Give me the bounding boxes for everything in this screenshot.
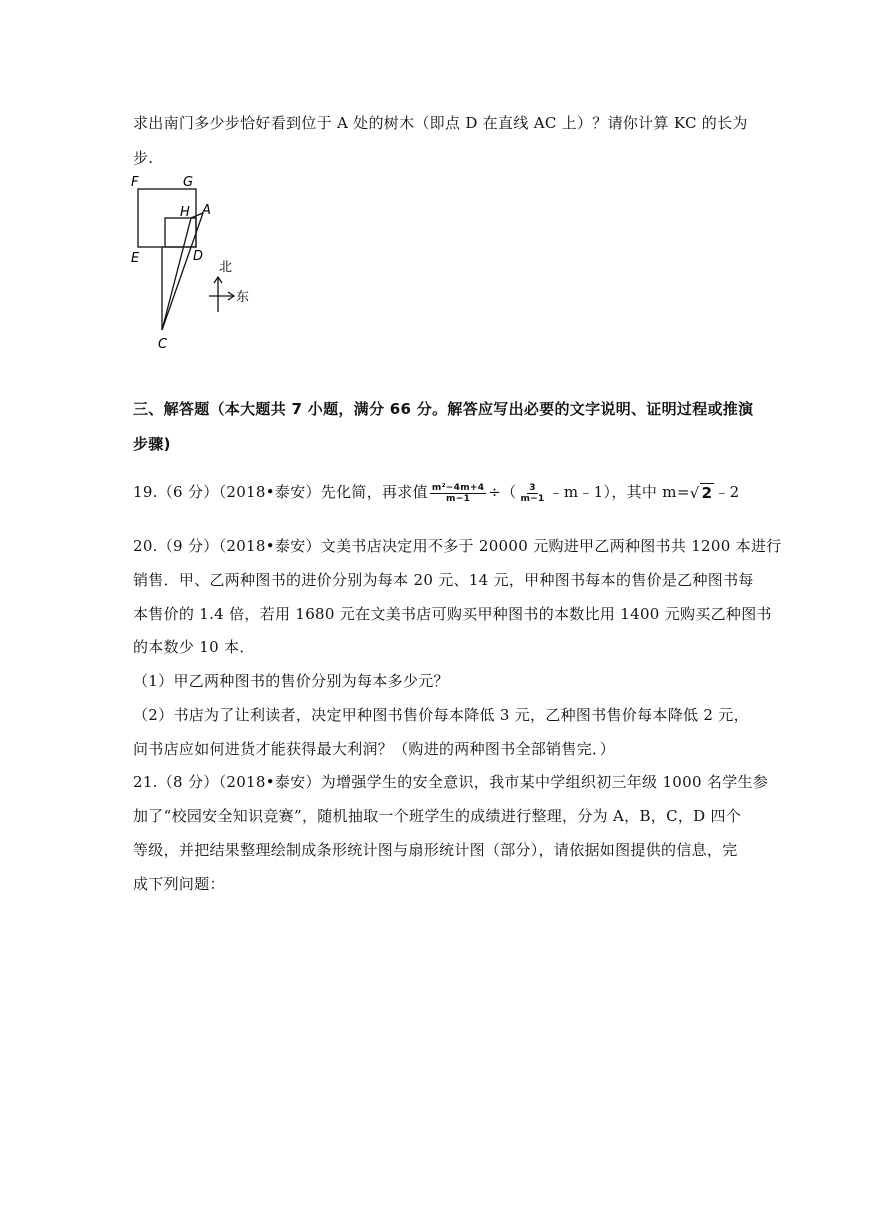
q20-line-2: 销售．甲、乙两种图书的进价分别为每本 20 元、14 元，甲种图书每本的售价是乙种图书每 — [133, 571, 754, 589]
intro-line-2: 步. — [133, 149, 154, 167]
q19-fraction-2-den: m−1 — [520, 493, 545, 504]
q21-line-2: 加了“校园安全知识竞赛”，随机抽取一个班学生的成绩进行整理，分为 A，B，C，D 四个 — [133, 807, 742, 825]
q19-line — [133, 481, 739, 504]
geometry-figure — [125, 170, 265, 355]
q20-line-1: 20.（9 分）（2018•泰安）文美书店决定用不多于 20000 元购进甲乙两种图书共 1200 本进行 — [133, 537, 782, 555]
q19-prefix: 19.（6 分）（2018•泰安）先化简，再求值 — [133, 483, 428, 501]
section3-line-1: 三、解答题（本大题共 7 小题，满分 66 分。解答应写出必要的文字说明、证明过程或推演 — [133, 400, 754, 418]
q19-fraction-2 — [518, 483, 546, 504]
label-a: A — [202, 203, 211, 218]
q20-line-3: 本售价的 1.4 倍，若用 1680 元在文美书店可购买甲种图书的本数比用 1400 元购买乙种图书 — [133, 605, 772, 623]
q19-suffix: ﹣2 — [714, 483, 740, 501]
label-c: C — [158, 337, 168, 352]
q21-line-4: 成下列问题： — [133, 875, 225, 893]
q19-sqrt-value: 2 — [701, 484, 713, 502]
label-d: D — [193, 249, 204, 264]
q21-line-1: 21.（8 分）（2018•泰安）为增强学生的安全意识，我市某中学组织初三年级 1000 名学生参 — [133, 773, 769, 791]
q19-fraction-2-num: 3 — [529, 482, 536, 493]
label-e: E — [131, 251, 140, 266]
q20-line-5: （1）甲乙两种图书的售价分别为每本多少元？ — [133, 672, 449, 690]
line-hc — [162, 218, 191, 330]
q19-sqrt: √ 2 — [689, 484, 713, 502]
section3-line-2: 步骤) — [133, 435, 171, 453]
q19-mid: ﹣m﹣1），其中 m= — [548, 483, 690, 501]
intro-line-1: 求出南门多少步恰好看到位于 A 处的树木（即点 D 在直线 AC 上）？请你计算 KC 的长为 — [133, 114, 748, 132]
q20-line-7: 问书店应如何进货才能获得最大利润？（购进的两种图书全部销售完．） — [133, 740, 616, 758]
q19-fraction-1 — [430, 483, 486, 504]
q19-fraction-1-den: m−1 — [446, 493, 471, 504]
q20-line-4: 的本数少 10 本． — [133, 638, 255, 656]
q21-line-3: 等级，并把结果整理绘制成条形统计图与扇形统计图（部分），请依据如图提供的信息，完 — [133, 841, 738, 859]
label-f: F — [131, 175, 139, 190]
q20-line-6: （2）书店为了让利读者，决定甲种图书售价每本降低 3 元，乙种图书售价每本降低 2 元， — [133, 706, 749, 724]
compass-east: 东 — [236, 290, 250, 305]
compass-north: 北 — [219, 260, 233, 275]
label-g: G — [183, 175, 194, 190]
square-h — [165, 218, 196, 247]
line-ac — [162, 213, 203, 330]
label-h: H — [180, 205, 190, 220]
q19-div: ÷（ — [488, 483, 517, 501]
q19-fraction-1-num: m²−4m+4 — [431, 482, 485, 493]
